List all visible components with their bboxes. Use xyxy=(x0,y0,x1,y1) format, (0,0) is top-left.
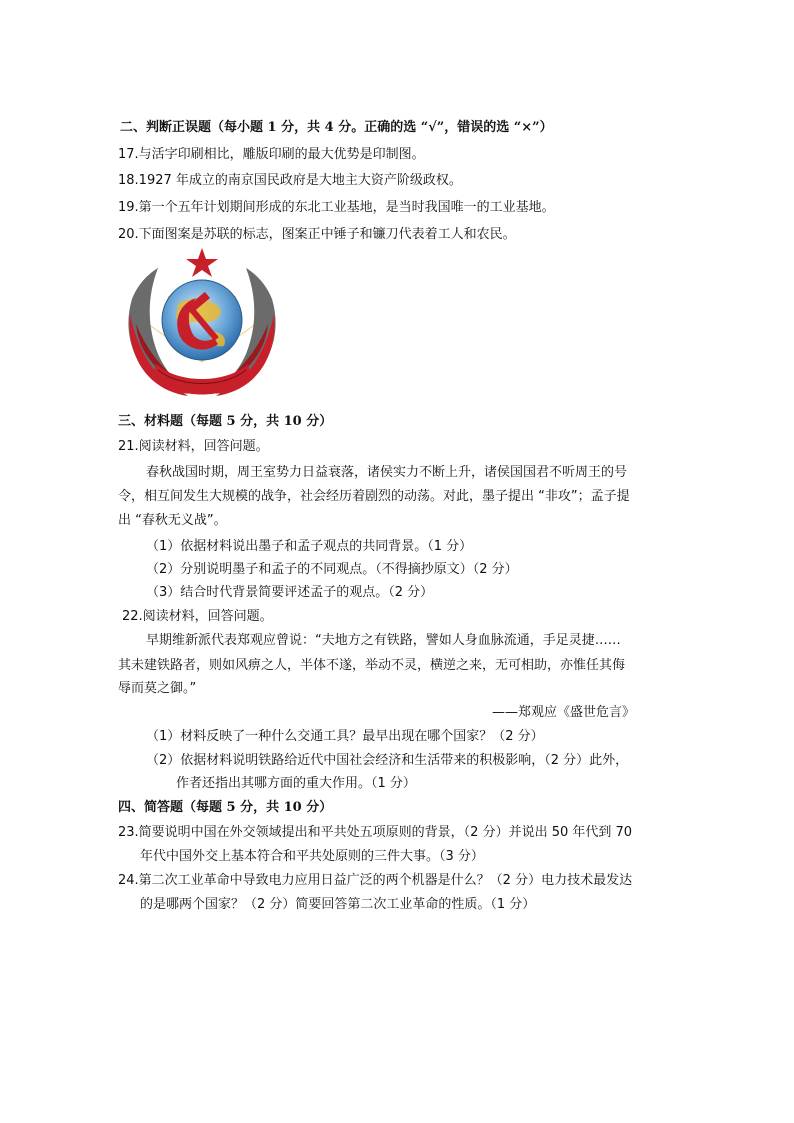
q21-material-line: 出 “春秋无义战”。 xyxy=(118,513,227,528)
question-17: 17.与活字印刷相比，雕版印刷的最大优势是印制图。 xyxy=(118,147,425,162)
section2-heading: 二、判断正误题（每小题 1 分，共 4 分。正确的选 “√”，错误的选 “×”） xyxy=(120,120,553,135)
q21-material-line: 春秋战国时期，周王室势力日益衰落，诸侯实力不断上升，诸侯国国君不听周王的号 xyxy=(146,465,628,480)
q21-subquestion-1: （1）依据材料说出墨子和孟子观点的共同背景。（1 分） xyxy=(146,539,473,554)
q22-material-line: 早期维新派代表郑观应曾说：“夫地方之有铁路，譬如人身血脉流通，手足灵捷…… xyxy=(146,633,621,648)
question-24: 24.第二次工业革命中导致电力应用日益广泛的两个机器是什么？（2 分）电力技术最发达 xyxy=(118,873,633,888)
q22-source: ——郑观应《盛世危言》 xyxy=(492,705,636,720)
q22-subquestion-2: （2）依据材料说明铁路给近代中国社会经济和生活带来的积极影响，（2 分）此外， xyxy=(146,753,629,768)
section4-heading: 四、简答题（每题 5 分，共 10 分） xyxy=(118,800,333,815)
question-22-title: 22.阅读材料，回答问题。 xyxy=(122,609,273,624)
q21-subquestion-2: （2）分别说明墨子和孟子的不同观点。（不得摘抄原文）（2 分） xyxy=(146,562,518,577)
question-23: 23.简要说明中国在外交领域提出和平共处五项原则的背景，（2 分）并说出 50 年代到 70 xyxy=(118,825,633,840)
question-20: 20.下面图案是苏联的标志，图案正中锤子和镰刀代表着工人和农民。 xyxy=(118,227,516,242)
q22-material-line: 辱而莫之御。” xyxy=(118,681,197,696)
q22-subquestion-2-cont: 作者还指出其哪方面的重大作用。（1 分） xyxy=(176,776,416,791)
section3-heading: 三、材料题（每题 5 分，共 10 分） xyxy=(118,414,333,429)
q22-subquestion-1: （1）材料反映了一种什么交通工具？最早出现在哪个国家？（2 分） xyxy=(146,729,544,744)
soviet-emblem-image xyxy=(118,244,286,404)
q22-material-line: 其未建铁路者，则如风痹之人，半体不遂，举动不灵，横逆之来，无可相助，亦惟任其侮 xyxy=(118,658,626,673)
q21-material-line: 令，相互间发生大规模的战争，社会经历着剧烈的动荡。对此，墨子提出 “非攻”；孟子提 xyxy=(118,489,630,504)
q21-subquestion-3: （3）结合时代背景简要评述孟子的观点。（2 分） xyxy=(146,585,434,600)
question-18: 18.1927 年成立的南京国民政府是大地主大资产阶级政权。 xyxy=(118,173,462,188)
question-23-cont: 年代中国外交上基本符合和平共处原则的三件大事。（3 分） xyxy=(140,849,484,864)
question-24-cont: 的是哪两个国家？（2 分）简要回答第二次工业革命的性质。（1 分） xyxy=(140,897,536,912)
question-21-title: 21.阅读材料，回答问题。 xyxy=(118,439,269,454)
question-19: 19.第一个五年计划期间形成的东北工业基地，是当时我国唯一的工业基地。 xyxy=(118,200,555,215)
